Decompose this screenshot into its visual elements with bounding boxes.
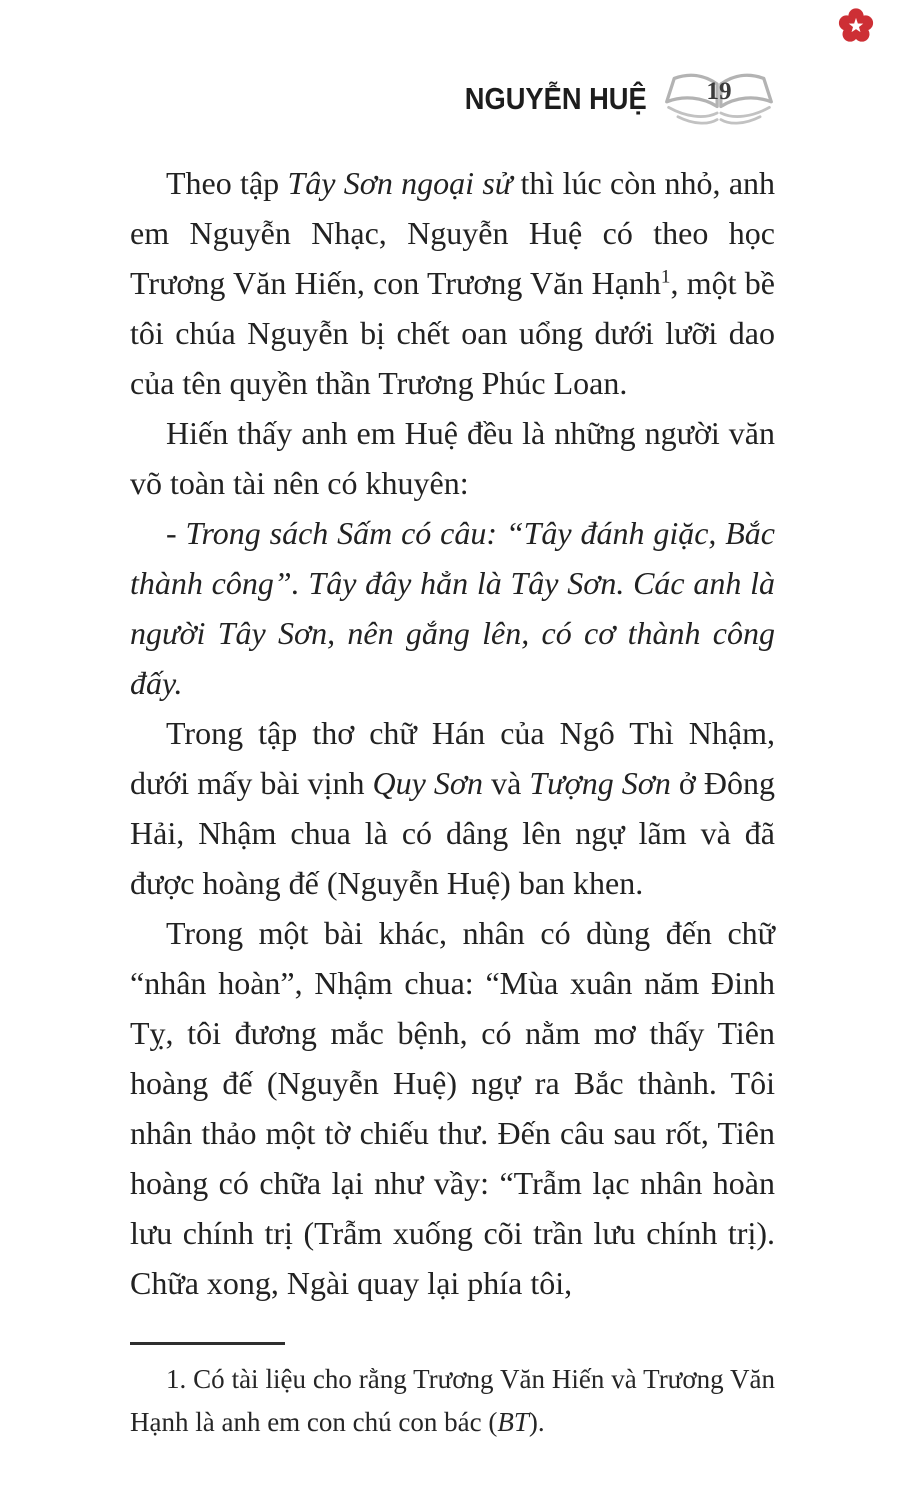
paragraph-5: Trong một bài khác, nhân có dùng đến chữ “nhân hoàn”, Nhậm chua: “Mùa xuân năm Đinh Tỵ, tôi đương mắc bệnh, có nằm mơ thấy Tiên hoàng đế (Nguyễn Huệ) ngự ra Bắc thành. Tôi nhân thảo một tờ chiếu thư. Đến câu sau rốt, Tiên hoàng có chữa lại như vầy: “Trẫm lạc nhân hoàn lưu chính trị (Trẫm xuống cõi trần lưu chính trị). Chữa xong, Ngài quay lại phía tôi, (130, 915, 775, 1301)
page-title: NGUYỄN HUỆ (465, 81, 647, 116)
paragraph-3-quote: - Trong sách Sấm có câu: “Tây đánh giặc, Bắc thành công”. Tây đây hẳn là Tây Sơn. Các anh là người Tây Sơn, nên gắng lên, có cơ thành công đấy. (130, 515, 775, 701)
page-number: 19 (706, 78, 732, 105)
paragraph-1: Theo tập Tây Sơn ngoại sử thì lúc còn nhỏ, anh em Nguyễn Nhạc, Nguyễn Huệ có theo học Trương Văn Hiến, con Trương Văn Hạnh$^1$, một bề tôi chúa Nguyễn bị chết oan uổng dưới lưỡi dao của tên quyền thần Trương Phúc Loan. (130, 165, 776, 401)
page-header (130, 70, 775, 128)
footnote-text: 1. Có tài liệu cho rằng Trương Văn Hiến và Trương Văn Hạnh là anh em con chú con bác (BT). (130, 1364, 775, 1437)
paragraph-2: Hiến thấy anh em Huệ đều là những người văn võ toàn tài nên có khuyên: (130, 415, 775, 501)
paragraph-4: Trong tập thơ chữ Hán của Ngô Thì Nhậm, dưới mấy bài vịnh Quy Sơn và Tượng Sơn ở Đông Hải, Nhậm chua là có dâng lên ngự lãm và đã được hoàng đế (Nguyễn Huệ) ban khen. (130, 715, 776, 901)
open-book-icon (663, 70, 775, 128)
footnote (130, 1342, 775, 1444)
body-text (130, 158, 775, 1308)
footnote-divider (130, 1342, 285, 1345)
red-flower-asterisk-icon (837, 7, 875, 45)
